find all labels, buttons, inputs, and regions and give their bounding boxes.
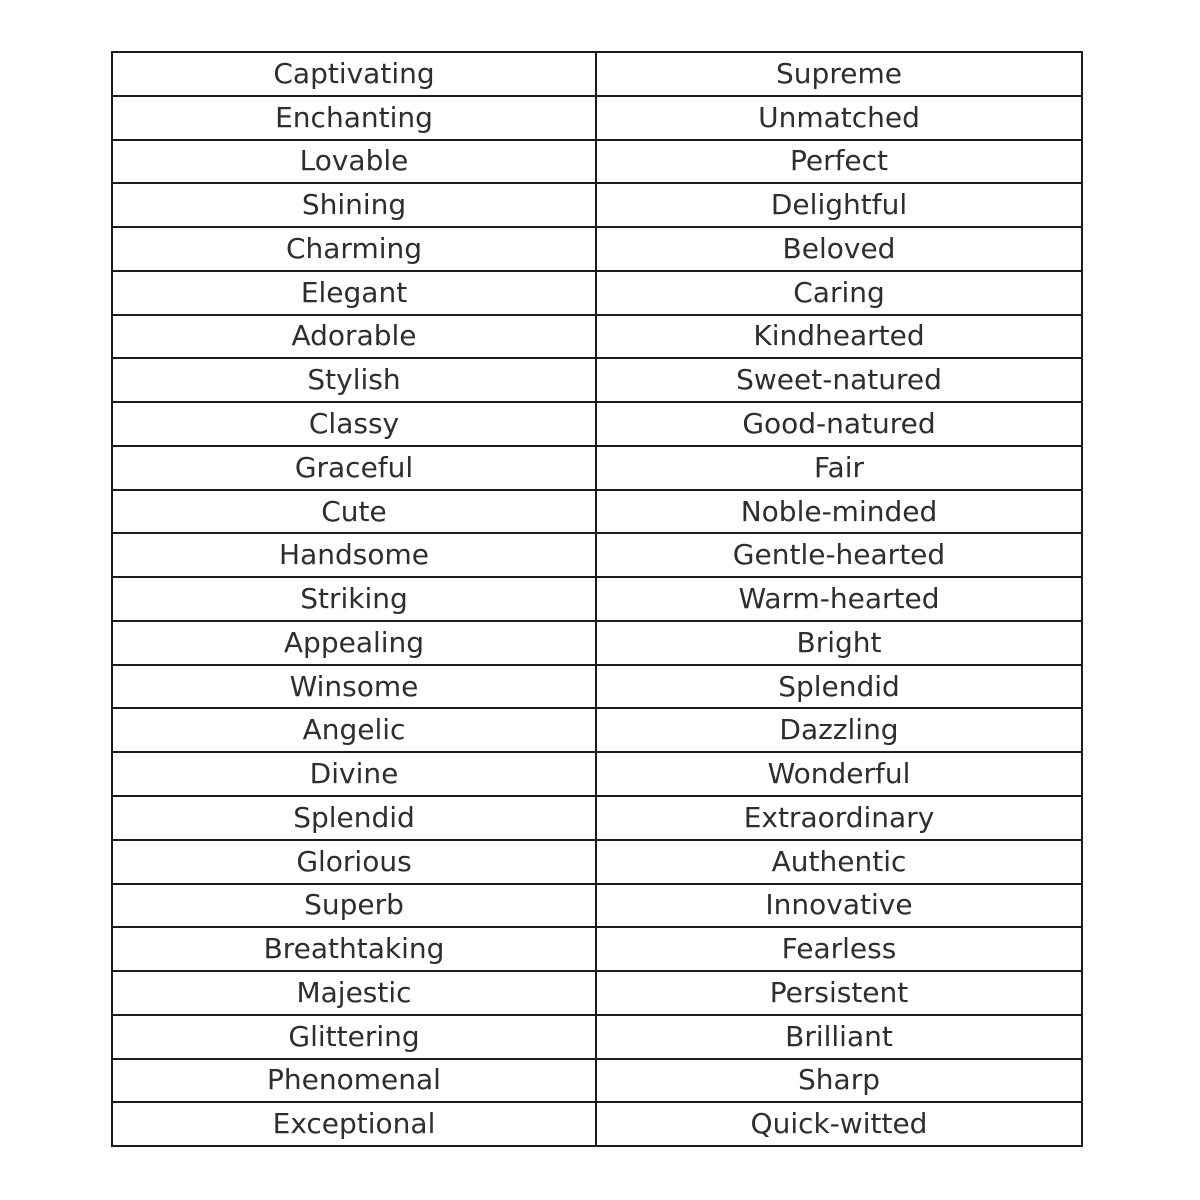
table-cell-right: Kindhearted: [596, 315, 1082, 359]
table-row: [112, 533, 1082, 577]
table-row: [112, 271, 1082, 315]
table-row: [112, 621, 1082, 665]
table-row: [112, 1059, 1082, 1103]
adjective-table-body: [112, 52, 1082, 1146]
table-row: [112, 402, 1082, 446]
table-cell-right: Noble-minded: [596, 490, 1082, 534]
table-cell-right: Supreme: [596, 52, 1082, 96]
table-cell-left: Charming: [112, 227, 596, 271]
table-row: [112, 927, 1082, 971]
table-row: [112, 315, 1082, 359]
table-cell-left: Glittering: [112, 1015, 596, 1059]
table-cell-right: Unmatched: [596, 96, 1082, 140]
table-cell-left: Handsome: [112, 533, 596, 577]
table-row: [112, 577, 1082, 621]
table-row: [112, 183, 1082, 227]
table-cell-right: Fair: [596, 446, 1082, 490]
table-row: [112, 227, 1082, 271]
table-row: [112, 140, 1082, 184]
table-cell-right: Innovative: [596, 884, 1082, 928]
table-cell-right: Extraordinary: [596, 796, 1082, 840]
table-row: [112, 752, 1082, 796]
table-cell-right: Perfect: [596, 140, 1082, 184]
table-cell-left: Divine: [112, 752, 596, 796]
table-cell-right: Wonderful: [596, 752, 1082, 796]
table-cell-left: Lovable: [112, 140, 596, 184]
table-cell-right: Beloved: [596, 227, 1082, 271]
table-cell-left: Cute: [112, 490, 596, 534]
table-cell-left: Classy: [112, 402, 596, 446]
table-cell-left: Graceful: [112, 446, 596, 490]
table-row: [112, 1015, 1082, 1059]
table-cell-right: Sweet-natured: [596, 358, 1082, 402]
table-cell-left: Striking: [112, 577, 596, 621]
table-cell-left: Captivating: [112, 52, 596, 96]
table-row: [112, 665, 1082, 709]
table-row: [112, 796, 1082, 840]
table-cell-right: Warm-hearted: [596, 577, 1082, 621]
table-cell-right: Quick-witted: [596, 1102, 1082, 1146]
table-row: [112, 358, 1082, 402]
table-row: [112, 971, 1082, 1015]
table-row: [112, 52, 1082, 96]
table-cell-right: Gentle-hearted: [596, 533, 1082, 577]
table-cell-right: Sharp: [596, 1059, 1082, 1103]
table-cell-left: Exceptional: [112, 1102, 596, 1146]
table-row: [112, 840, 1082, 884]
table-cell-left: Stylish: [112, 358, 596, 402]
table-cell-left: Phenomenal: [112, 1059, 596, 1103]
table-cell-right: Authentic: [596, 840, 1082, 884]
table-cell-right: Splendid: [596, 665, 1082, 709]
table-cell-right: Good-natured: [596, 402, 1082, 446]
table-cell-left: Elegant: [112, 271, 596, 315]
table-row: [112, 708, 1082, 752]
table-cell-left: Appealing: [112, 621, 596, 665]
table-row: [112, 96, 1082, 140]
table-cell-right: Dazzling: [596, 708, 1082, 752]
table-cell-left: Majestic: [112, 971, 596, 1015]
table-cell-right: Persistent: [596, 971, 1082, 1015]
table-cell-left: Superb: [112, 884, 596, 928]
table-cell-left: Splendid: [112, 796, 596, 840]
table-row: [112, 446, 1082, 490]
table-cell-left: Glorious: [112, 840, 596, 884]
table-cell-right: Caring: [596, 271, 1082, 315]
table-cell-right: Bright: [596, 621, 1082, 665]
table-row: [112, 1102, 1082, 1146]
table-cell-left: Adorable: [112, 315, 596, 359]
table-cell-left: Angelic: [112, 708, 596, 752]
table-row: [112, 490, 1082, 534]
table-cell-left: Breathtaking: [112, 927, 596, 971]
table-cell-left: Shining: [112, 183, 596, 227]
table-cell-left: Winsome: [112, 665, 596, 709]
table-cell-right: Fearless: [596, 927, 1082, 971]
table-cell-left: Enchanting: [112, 96, 596, 140]
table-cell-right: Brilliant: [596, 1015, 1082, 1059]
adjective-table: [111, 51, 1083, 1147]
table-row: [112, 884, 1082, 928]
table-cell-right: Delightful: [596, 183, 1082, 227]
